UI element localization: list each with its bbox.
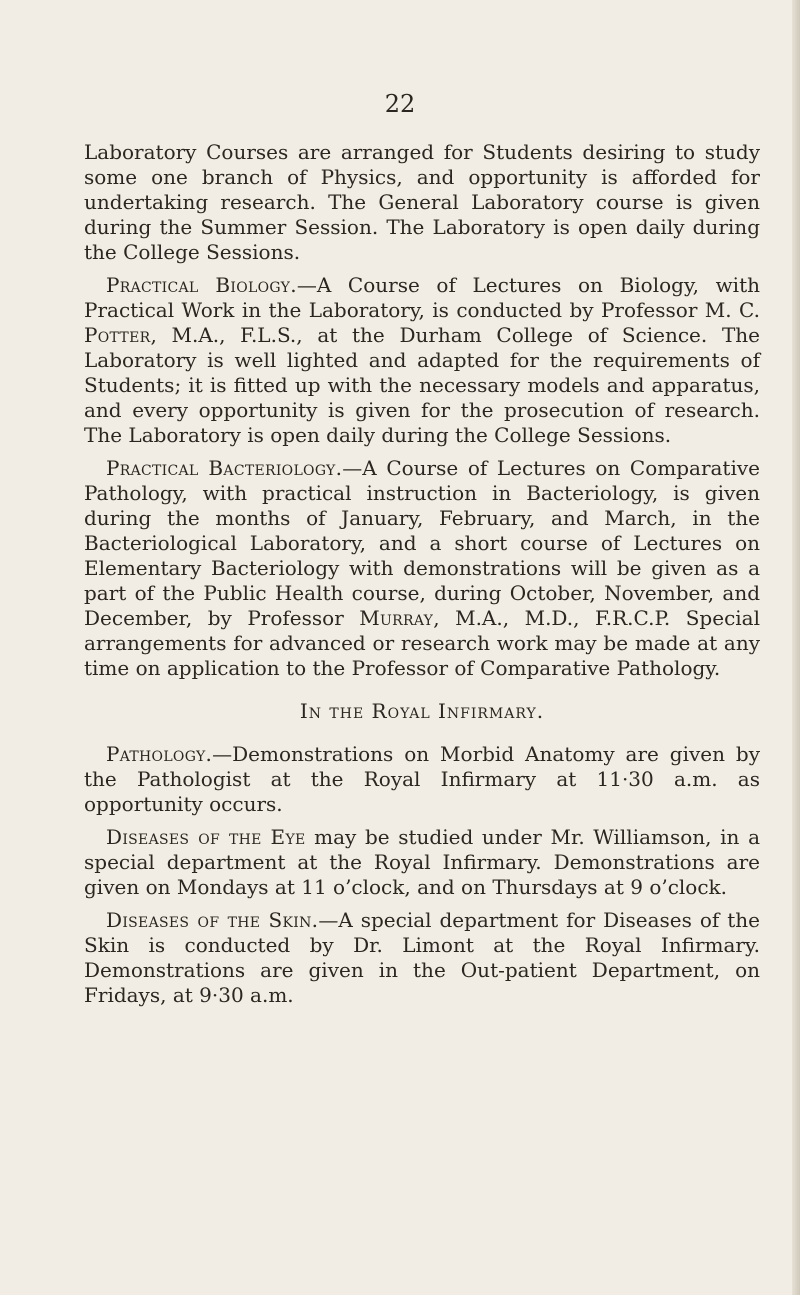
section-lead-practical-bacteriology: Practical Bacteriology. <box>106 456 343 480</box>
section-lead-practical-biology: Practical Biology. <box>106 273 297 297</box>
page-number: 22 <box>384 90 416 118</box>
page-body <box>84 140 760 1016</box>
paragraph-diseases-skin <box>84 908 760 1008</box>
professor-name-murray: Murray <box>359 606 434 630</box>
paragraph-text: —Demonstrations on Morbid Anatomy are given by the Pathologist at the Royal Infirmary at 11·30 a.m. as opportunity occurs. <box>84 742 760 816</box>
paragraph-text: —A special department for Diseases of the Skin is conducted by Dr. Limont at the Royal Infirmary. Demonstrations are given in the Out-patient Department, on Fridays, at 9·30 a.m. <box>84 908 761 1007</box>
paragraph-text: , M.A., M.D., F.R.C.P. Special arrangements for advanced or research work may be made at any time on application to the Professor of Comparative Pathology. <box>84 606 760 680</box>
paragraph-text: —A Course of Lectures on Biology, with Practical Work in the Laboratory, is conducted by Professor M. C. <box>84 273 760 322</box>
paragraph-text: , M.A., F.L.S., at the Durham College of Science. The Laboratory is well lighted and adapted for the requirements of Students; it is fitted up with the necessary models and apparatus, and every opportunity is given for the prosecution of research. The Laboratory is open daily during the College Sessions. <box>84 323 760 447</box>
paragraph-laboratory-courses: Laboratory Courses are arranged for Students desiring to study some one branch of Physics, and opportunity is afforded for undertaking research. The General Laboratory course is given during the Summer Session. The Laboratory is open daily during the College Sessions. <box>84 140 760 264</box>
paragraph-practical-bacteriology <box>84 456 760 681</box>
section-lead-pathology: Pathology. <box>106 742 213 766</box>
paragraph-diseases-eye <box>84 825 760 900</box>
paragraph-practical-biology <box>84 273 760 448</box>
page-edge-shadow <box>792 0 800 1295</box>
professor-name-potter: Potter <box>84 323 151 347</box>
section-heading-royal-infirmary: In the Royal Infirmary. <box>299 699 545 723</box>
section-lead-diseases-eye: Diseases of the Eye <box>106 825 306 849</box>
paragraph-text: may be studied under Mr. Williamson, in a special department at the Royal Infirmary. Demonstrations are given on Mondays at 11 o’clock, and on Thursdays at 9 o’clock. <box>84 825 760 899</box>
section-lead-diseases-skin: Diseases of the Skin. <box>106 908 319 932</box>
paragraph-text: —A Course of Lectures on Comparative Pathology, with practical instruction in Bacteriology, is given during the months of January, February, and March, in the Bacteriological Laboratory, and a short course of Lectures on Elementary Bacteriology with demonstrations will be given as a part of the Public Health course, during October, November, and December, by Professor <box>84 456 760 630</box>
paragraph-pathology <box>84 742 760 817</box>
